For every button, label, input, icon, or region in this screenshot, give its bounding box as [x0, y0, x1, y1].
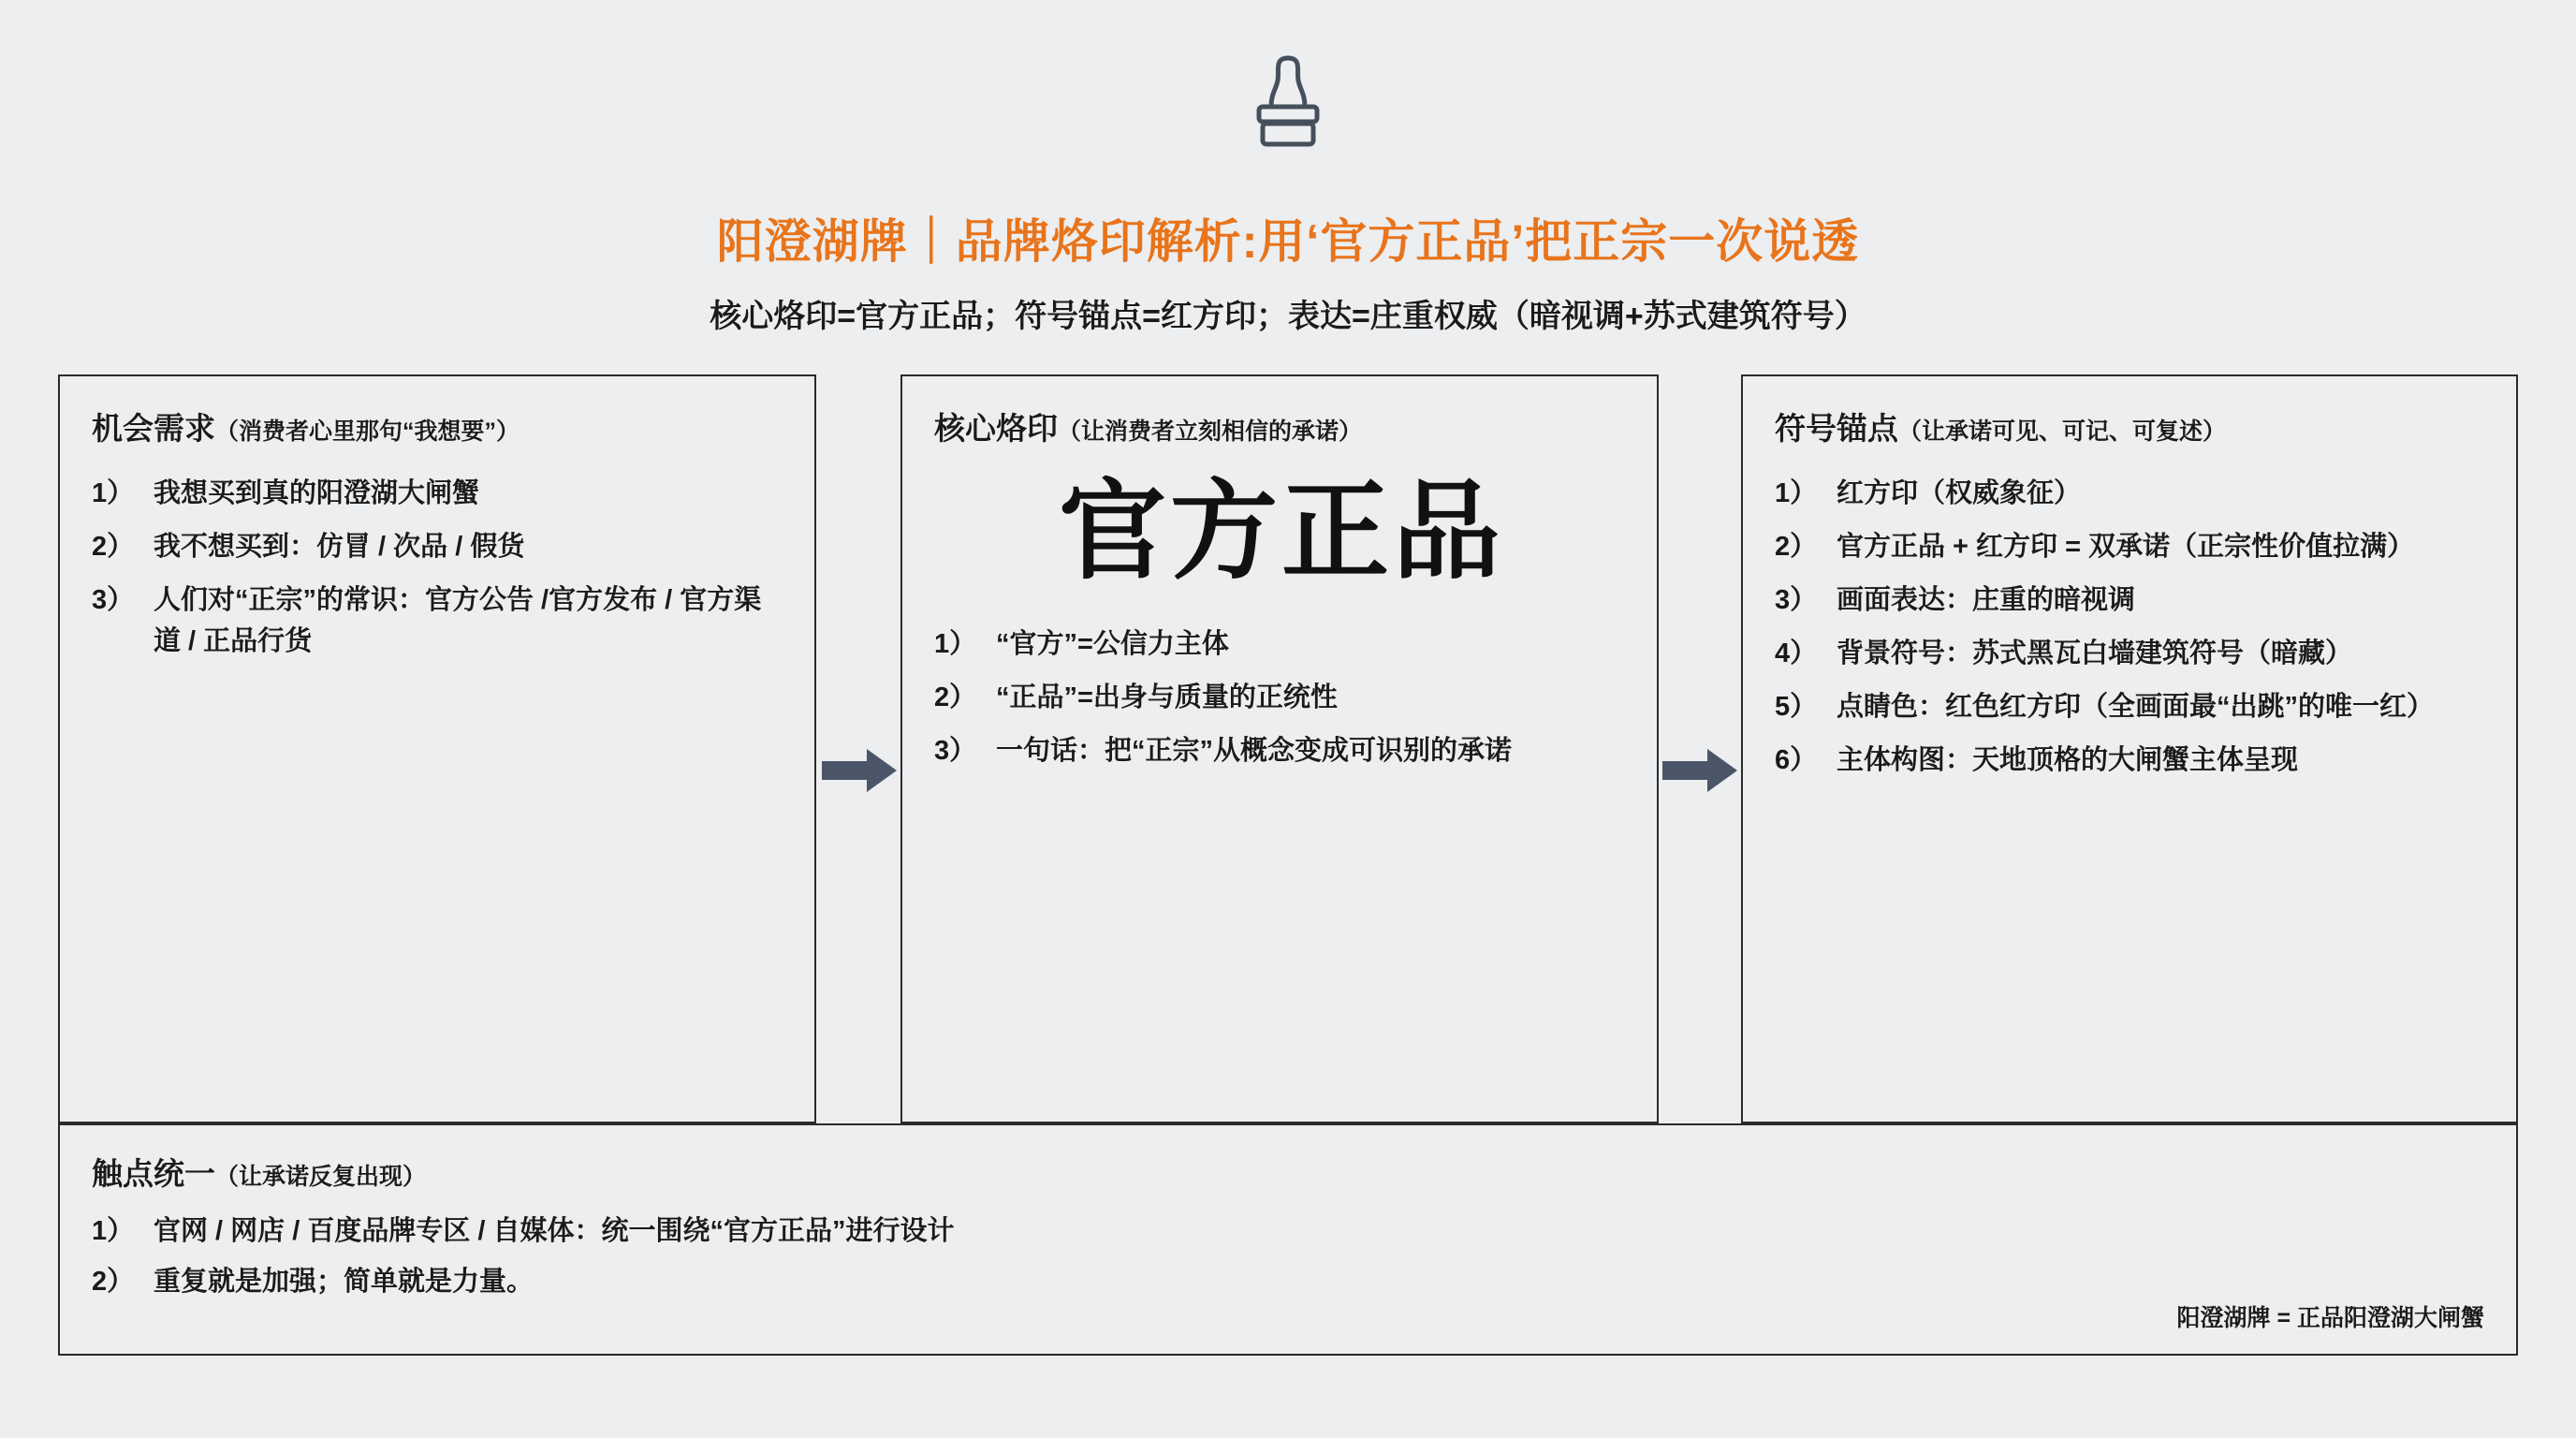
list-item: [1775, 580, 2488, 621]
list-item-number: 2）: [92, 532, 135, 563]
touchpoint-list: [92, 1211, 2484, 1302]
list-item-text: 背景符号：苏式黑瓦白墙建筑符号（暗藏）: [1837, 638, 2353, 669]
list-item-text: 点睛色：红色红方印（全画面最“出跳”的唯一红）: [1837, 692, 2435, 723]
list-item: [92, 473, 786, 514]
column-core-brand-list: [934, 624, 1629, 771]
list-item-number: 6）: [1775, 745, 1818, 776]
list-item: [934, 730, 1629, 771]
list-item-text: 官网 / 网店 / 百度品牌专区 / 自媒体：统一围绕“官方正品”进行设计: [154, 1216, 955, 1246]
list-item-text: 一句话：把“正宗”从概念变成可识别的承诺: [996, 735, 1513, 766]
column-symbol-anchor: [1741, 374, 2518, 1123]
list-item-text: “官方”=公信力主体: [996, 628, 1229, 659]
list-item-number: 2）: [92, 1267, 135, 1298]
list-item-text: 我想买到真的阳澄湖大闸蟹: [154, 478, 480, 508]
list-item: [92, 526, 786, 567]
list-item-text: 重复就是加强；简单就是力量。: [154, 1267, 534, 1298]
list-item-number: 3）: [934, 735, 977, 766]
column-opportunity-header: [92, 404, 786, 448]
columns-container: [58, 374, 2518, 1123]
list-item-number: 1）: [1775, 478, 1818, 508]
column-core-brand: [900, 374, 1659, 1123]
list-item: [92, 1211, 2484, 1252]
column-core-brand-title: 核心烙印: [934, 411, 1058, 446]
stamp-icon: [1227, 37, 1349, 159]
list-item: [1775, 473, 2488, 514]
column-opportunity-list: [92, 473, 786, 662]
touchpoint-section: [58, 1123, 2518, 1356]
list-item-text: 人们对“正宗”的常识：官方公告 /官方发布 / 官方渠道 / 正品行货: [154, 585, 762, 657]
list-item-text: 主体构图：天地顶格的大闸蟹主体呈现: [1837, 745, 2299, 776]
list-item-number: 2）: [1775, 532, 1818, 563]
list-item: [92, 1261, 2484, 1302]
page-title: 阳澄湖牌｜品牌烙印解析:用‘官方正品’把正宗一次说透: [716, 215, 1860, 268]
column-symbol-anchor-list: [1775, 473, 2488, 781]
core-brand-keyword: 官方正品: [1058, 472, 1504, 592]
arrow-right-icon: [1662, 749, 1737, 792]
list-item: [1775, 526, 2488, 567]
column-symbol-anchor-hint: （让承诺可见、可记、可复述）: [1898, 418, 2227, 445]
stamp-icon-wrap: [0, 37, 2576, 159]
list-item-text: “正品”=出身与质量的正统性: [996, 682, 1338, 712]
column-core-brand-header: [934, 404, 1629, 448]
list-item-number: 1）: [92, 478, 135, 508]
list-item-text: 我不想买到：仿冒 / 次品 / 假货: [154, 532, 525, 563]
list-item-number: 4）: [1775, 638, 1818, 669]
page-subtitle: 核心烙印=官方正品；符号锚点=红方印；表达=庄重权威（暗视调+苏式建筑符号）: [710, 299, 1866, 334]
column-symbol-anchor-header: [1775, 404, 2488, 448]
touchpoint-header: [92, 1150, 2484, 1194]
arrow-right-icon: [822, 749, 897, 792]
touchpoint-title: 触点统一: [92, 1156, 215, 1191]
list-item: [1775, 633, 2488, 674]
list-item-number: 5）: [1775, 692, 1818, 723]
list-item-number: 2）: [934, 682, 977, 712]
list-item: [1775, 686, 2488, 727]
list-item-number: 3）: [92, 585, 135, 616]
list-item: [92, 580, 786, 662]
column-symbol-anchor-title: 符号锚点: [1775, 411, 1898, 446]
list-item-number: 3）: [1775, 585, 1818, 616]
list-item: [1775, 740, 2488, 781]
list-item-text: 画面表达：庄重的暗视调: [1837, 585, 2136, 616]
list-item: [934, 677, 1629, 718]
list-item-text: 红方印（权威象征）: [1837, 478, 2082, 508]
list-item: [934, 624, 1629, 665]
column-opportunity: [58, 374, 816, 1123]
list-item-number: 1）: [92, 1216, 135, 1246]
column-opportunity-title: 机会需求: [92, 411, 215, 446]
touchpoint-hint: （让承诺反复出现）: [215, 1164, 427, 1190]
list-item-number: 1）: [934, 628, 977, 659]
column-opportunity-hint: （消费者心里那句“我想要”）: [215, 418, 520, 445]
column-core-brand-hint: （让消费者立刻相信的承诺）: [1058, 418, 1363, 445]
signature-text: 阳澄湖牌 = 正品阳澄湖大闸蟹: [2176, 1305, 2484, 1331]
list-item-text: 官方正品 + 红方印 = 双承诺（正宗性价值拉满）: [1837, 532, 2415, 563]
